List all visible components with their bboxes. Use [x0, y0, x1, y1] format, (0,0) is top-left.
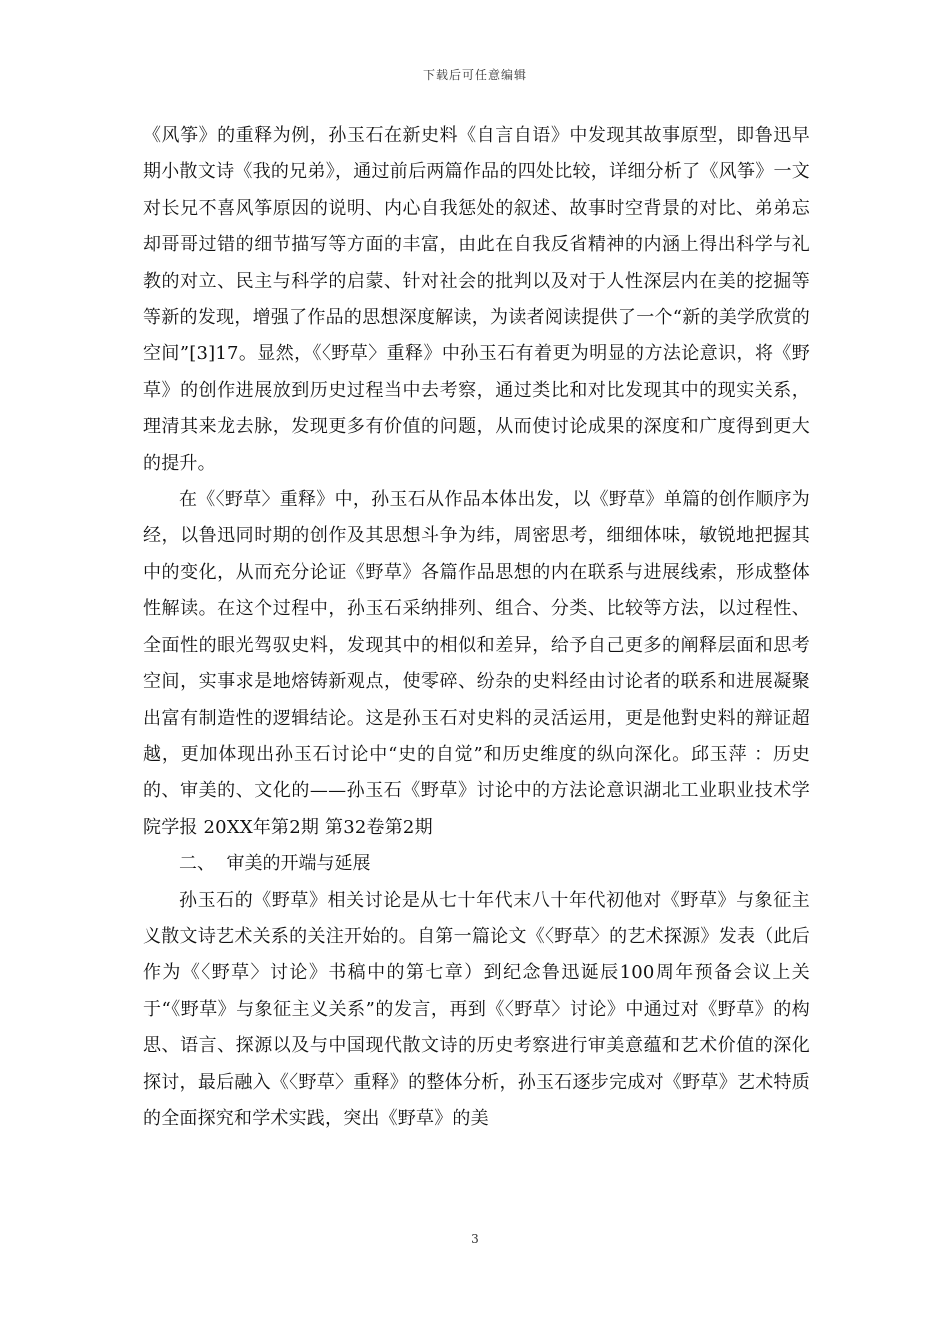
paragraph-rereading: 在《〈野草〉重释》中，孙玉石从作品本体出发，以《野草》单篇的创作顺序为经，以鲁迅同时期的创作及其思想斗争为纬，周密思考，细细体味，敏锐地把握其中的变化，从而充分论证《野草》各篇作品思想的内在联系与进展线索，形成整体性解读。在这个过程中，孙玉石采纳排列、组合、分类、比较等方法，以过程性、全面性的眼光驾驭史料，发现其中的相似和差异，给予自己更多的阐释层面和思考空间，实事求是地熔铸新观点，使零碎、纷杂的史料经由讨论者的联系和进展凝聚出富有制造性的逻辑结论。这是孙玉石对史料的灵活运用，更是他對史料的辩证超越，更加体现出孙玉石讨论中“史的自觉”和历史维度的纵向深化。邱玉萍 ：历史的、审美的、文化的——孙玉石《野草》讨论中的方法论意识湖北工业职业技术学院学报 20XX年第2期 第32卷第2期 [143, 489, 810, 838]
section-heading: 二、 审美的开端与延展 [179, 853, 371, 875]
page-number: 3 [471, 1232, 479, 1246]
document-body [143, 118, 810, 1137]
paragraph-continuation: 《风筝》的重释为例，孙玉石在新史料《自言自语》中发现其故事原型，即鲁迅早期小散文诗《我的兄弟》，通过前后两篇作品的四处比较，详细分析了《风筝》一文对长兄不喜风筝原因的说明、内心自我惩处的叙述、故事时空背景的对比、弟弟忘却哥哥过错的细节描写等方面的丰富，由此在自我反省精神的内涵上得出科学与礼教的对立、民主与科学的启蒙、针对社会的批判以及对于人性深层内在美的挖掘等等新的发现，增强了作品的思想深度解读，为读者阅读提供了一个“新的美学欣赏的空间”[3]17。显然，《〈野草〉重释》中孙玉石有着更为明显的方法论意识，将《野草》的创作进展放到历史过程当中去考察，通过类比和对比发现其中的现实关系，理清其来龙去脉，发现更多有价值的问题，从而使讨论成果的深度和广度得到更大的提升。 [143, 125, 810, 474]
paragraph-aesthetics: 孙玉石的《野草》相关讨论是从七十年代末八十年代初他对《野草》与象征主义散文诗艺术关系的关注开始的。自第一篇论文《〈野草〉的艺术探源》发表（此后作为《〈野草〉讨论》书稿中的第七章）到纪念鲁迅诞辰100周年预备会议上关于“《野草》与象征主义关系”的发言，再到《〈野草〉讨论》中通过对《野草》的构思、语言、探源以及与中国现代散文诗的历史考察进行审美意蕴和艺术价值的深化探讨，最后融入《〈野草〉重释》的整体分析，孙玉石逐步完成对《野草》艺术特质的全面探究和学术实践，突出《野草》的美 [143, 889, 810, 1129]
page-header: 下载后可任意编辑 [422, 68, 527, 82]
